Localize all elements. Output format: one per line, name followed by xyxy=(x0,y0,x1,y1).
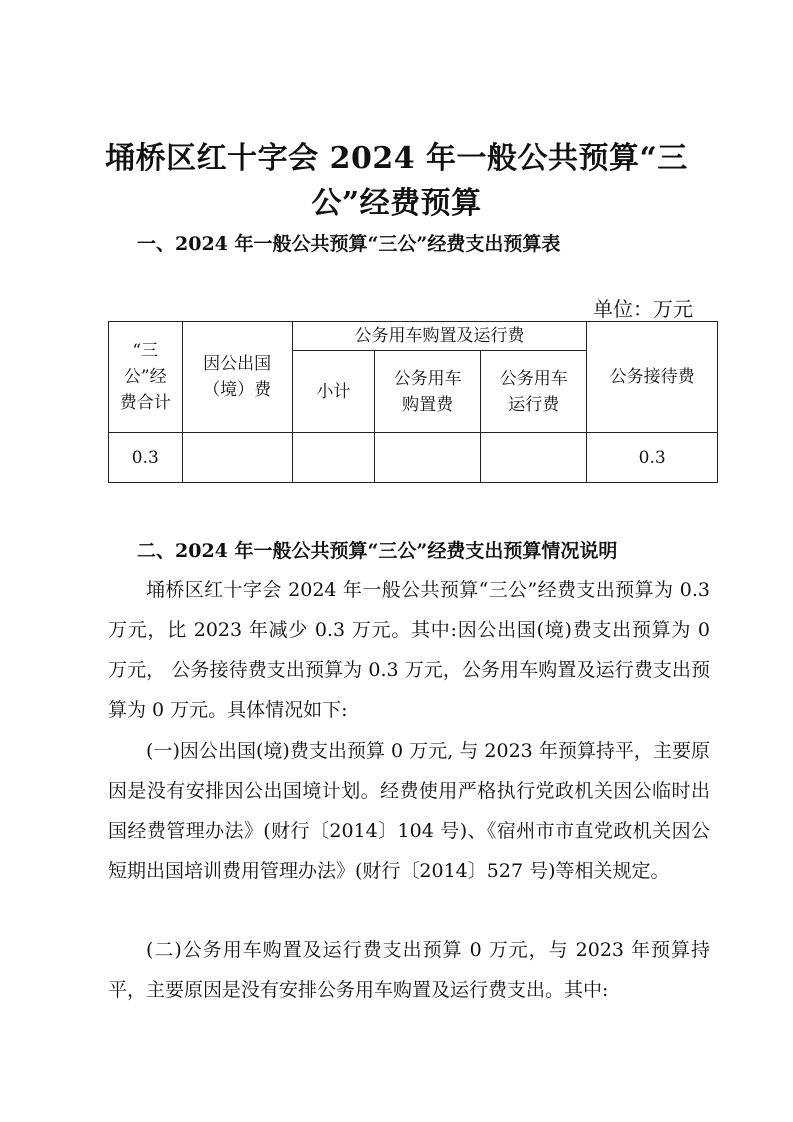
cell-vehicle-operation xyxy=(481,433,587,483)
header-vehicle-operation: 公务用车运行费 xyxy=(481,351,587,433)
header-total: “三公”经费合计 xyxy=(109,322,183,433)
cell-subtotal xyxy=(292,433,374,483)
header-vehicle-group: 公务用车购置及运行费 xyxy=(292,322,587,351)
cell-vehicle-purchase xyxy=(375,433,481,483)
header-subtotal: 小计 xyxy=(292,351,374,433)
cell-abroad xyxy=(182,433,292,483)
budget-table xyxy=(108,321,718,483)
table-row xyxy=(109,433,718,483)
header-abroad: 因公出国（境）费 xyxy=(182,322,292,433)
header-vehicle-purchase: 公务用车购置费 xyxy=(375,351,481,433)
paragraph-vehicle: (二)公务用车购置及运行费支出预算 0 万元，与 2023 年预算持平，主要原因是没有安排公务用车购置及运行费支出。其中: xyxy=(108,939,710,1001)
cell-total: 0.3 xyxy=(109,433,183,483)
document-title: 埇桥区红十字会 2024 年一般公共预算“三公”经费预算 xyxy=(105,141,688,221)
cell-reception: 0.3 xyxy=(587,433,718,483)
section2-heading: 二、2024 年一般公共预算“三公”经费支出预算情况说明 xyxy=(137,540,618,562)
paragraph-overview: 埇桥区红十字会 2024 年一般公共预算“三公”经费支出预算为 0.3 万元，比 2023 年减少 0.3 万元。其中:因公出国(境)费支出预算为 0 万元， 公务接待费支出预算为 0.3 万元，公务用车购置及运行费支出预算为 0 万元。具体情况如下: xyxy=(108,579,710,721)
section1-heading: 一、2024 年一般公共预算“三公”经费支出预算表 xyxy=(137,233,561,255)
header-reception: 公务接待费 xyxy=(587,322,718,433)
table-header-row-1 xyxy=(109,322,718,351)
unit-label: 单位：万元 xyxy=(593,297,693,321)
paragraph-abroad: (一)因公出国(境)费支出预算 0 万元, 与 2023 年预算持平，主要原因是没有安排因公出国境计划。经费使用严格执行党政机关因公临时出国经费管理办法》(财行〔2014〕104 号)、《宿州市市直党政机关因公短期出国培训费用管理办法》(财行〔2014〕527 号)等相关规定。 xyxy=(108,740,710,882)
